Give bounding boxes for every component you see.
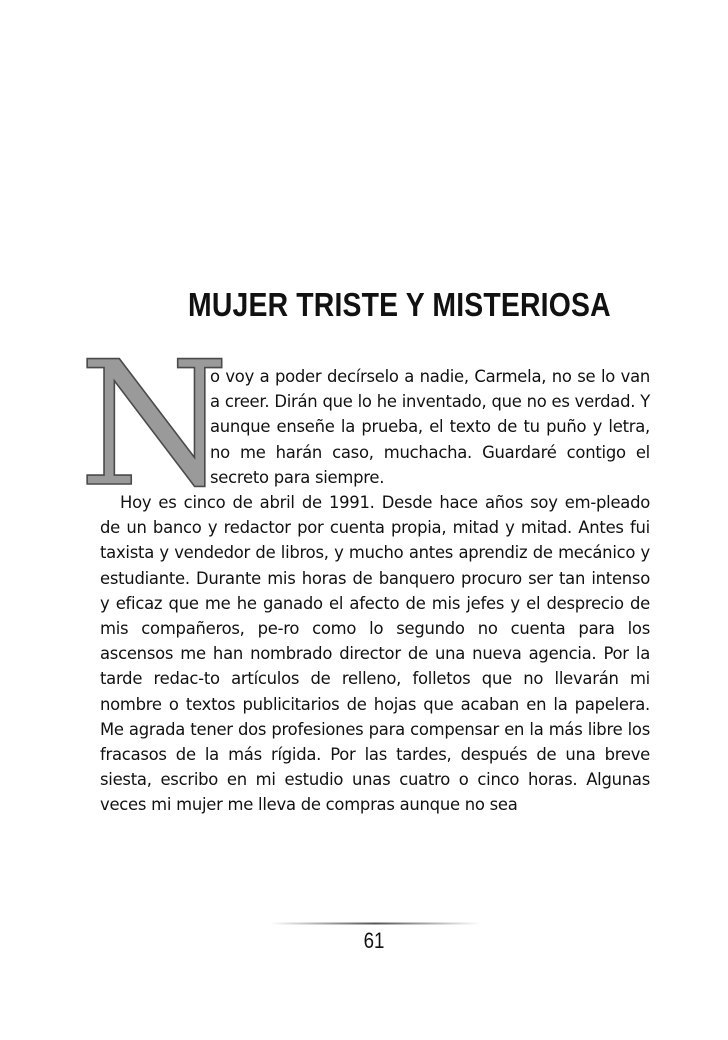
footer-rule bbox=[270, 922, 480, 925]
body-text bbox=[100, 364, 650, 818]
second-paragraph: Hoy es cinco de abril de 1991. Desde hace años soy em-pleado de un banco y redactor por cuenta propia, mitad y mitad. Antes fui taxista y vendedor de libros, y mucho antes aprendiz de mecánico y estudiante. Durante mis horas de banquero procuro ser tan intenso y eficaz que me he ganado el afecto de mis jefes y el desprecio de mis compañeros, pe-ro como lo segundo no cuenta para los ascensos me han nombrado director de una nueva agencia. Por la tarde redac-to artículos de relleno, folletos que no llevarán mi nombre o textos publicitarios de hojas que acaban en la papelera. Me agrada tener dos profesiones para compensar en la más libre los fracasos de la más rígida. Por las tardes, después de una breve siesta, escribo en mi estudio unas cuatro o cinco horas. Algunas veces mi mujer me lleva de compras aunque no sea bbox=[100, 493, 650, 815]
dropcap-glyph: N bbox=[78, 324, 230, 525]
chapter-title: MUJER TRISTE Y MISTERIOSA bbox=[188, 286, 611, 323]
dropcap-space bbox=[100, 364, 210, 488]
first-paragraph-text: o voy a poder decírselo a nadie, Carmela, no se lo van a creer. Dirán que lo he inventado, que no es verdad. Y aunque enseñe la prueba, el texto de tu puño y letra, no me harán caso, muchacha. Guardaré contigo el secreto para siempre. bbox=[210, 367, 650, 487]
first-paragraph bbox=[100, 364, 650, 490]
page-number: 61 bbox=[363, 928, 385, 953]
